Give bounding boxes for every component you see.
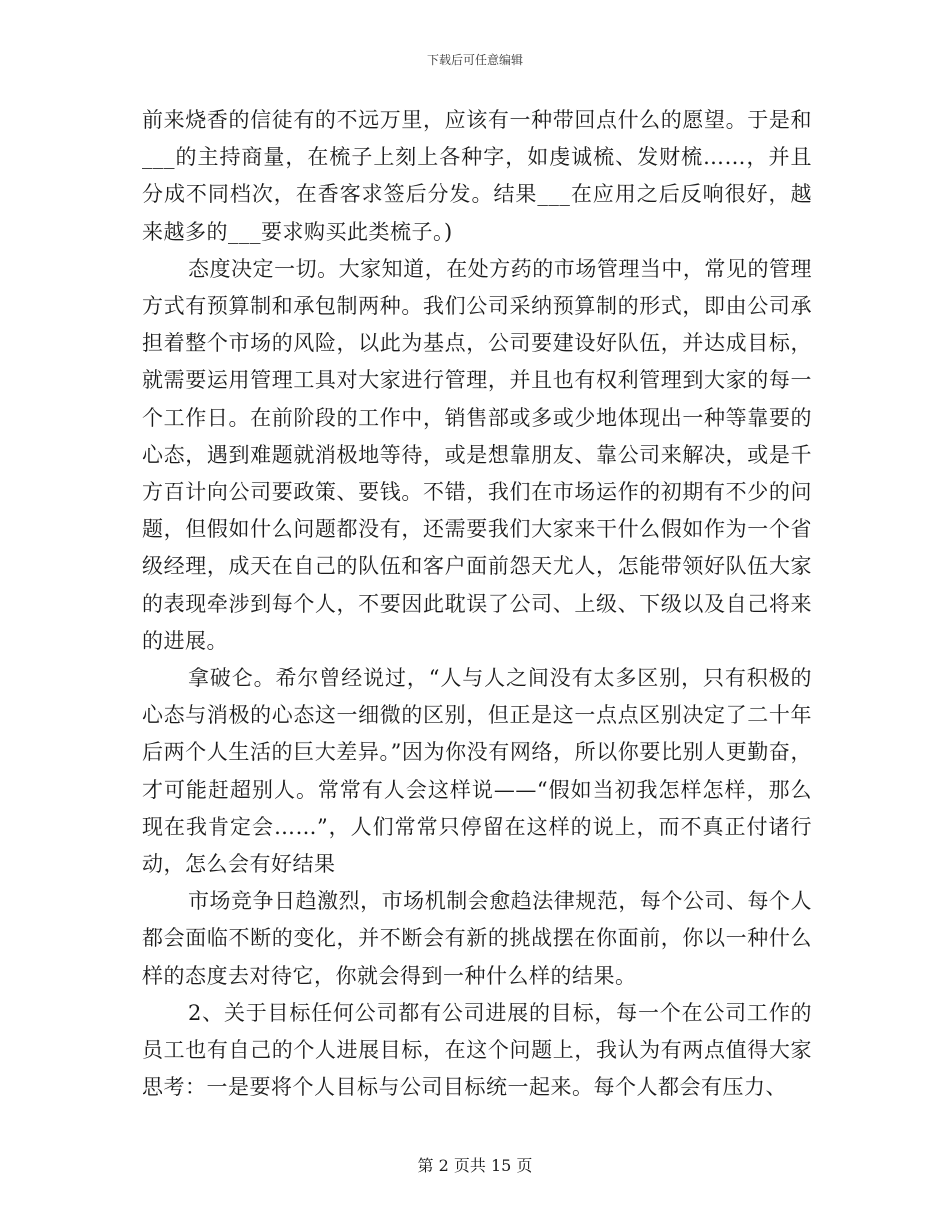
paragraph-napoleon-hill: 拿破仑。希尔曾经说过，“人与人之间没有太多区别，只有积极的心态与消极的心态这一细微的区别，但正是这一点点区别决定了二十年后两个人生活的巨大差异。”因为你没有网络，所以你要比别人更勤奋，才可能赶超别人。常常有人会这样说——“假如当初我怎样怎样，那么现在我肯定会……”，人们常常只停留在这样的说上，而不真正付诸行动，怎么会有好结果: [142, 666, 812, 877]
page-header: 下载后可任意编辑: [426, 53, 523, 67]
paragraph-attitude: 态度决定一切。大家知道，在处方药的市场管理当中，常见的管理方式有预算制和承包制两种。我们公司采纳预算制的形式，即由公司承担着整个市场的风险，以此为基点，公司要建设好队伍，并达成目标，就需要运用管理工具对大家进行管理，并且也有权利管理到大家的每一个工作日。在前阶段的工作中，销售部或多或少地体现出一种等靠要的心态，遇到难题就消极地等待，或是想靠朋友、靠公司来解决，或是千方百计向公司要政策、要钱。不错，我们在市场运作的初期有不少的问题，但假如什么问题都没有，还需要我们大家来干什么假如作为一个省级经理，成天在自己的队伍和客户面前怨天尤人，怎能带领好队伍大家的表现牵涉到每个人，不要因此耽误了公司、上级、下级以及自己将来的进展。: [142, 256, 812, 653]
paragraph-continuation: 前来烧香的信徒有的不远万里，应该有一种带回点什么的愿望。于是和___的主持商量，在梳子上刻上各种字，如虔诚梳、发财梳……，并且分成不同档次，在香客求签后分发。结果___在应用之后反响很好，越来越多的___要求购买此类梳子。): [142, 108, 812, 244]
page-footer: 第 2 页共 15 页: [417, 1156, 533, 1175]
document-body: [142, 102, 812, 1106]
paragraph-market-competition: 市场竞争日趋激烈，市场机制会愈趋法律规范，每个公司、每个人都会面临不断的变化，并不断会有新的挑战摆在你面前，你以一种什么样的态度去对待它，你就会得到一种什么样的结果。: [142, 889, 812, 988]
paragraph-goals: 2、关于目标任何公司都有公司进展的目标，每一个在公司工作的员工也有自己的个人进展目标，在这个问题上，我认为有两点值得大家思考：一是要将个人目标与公司目标统一起来。每个人都会有压力、: [142, 1000, 812, 1100]
